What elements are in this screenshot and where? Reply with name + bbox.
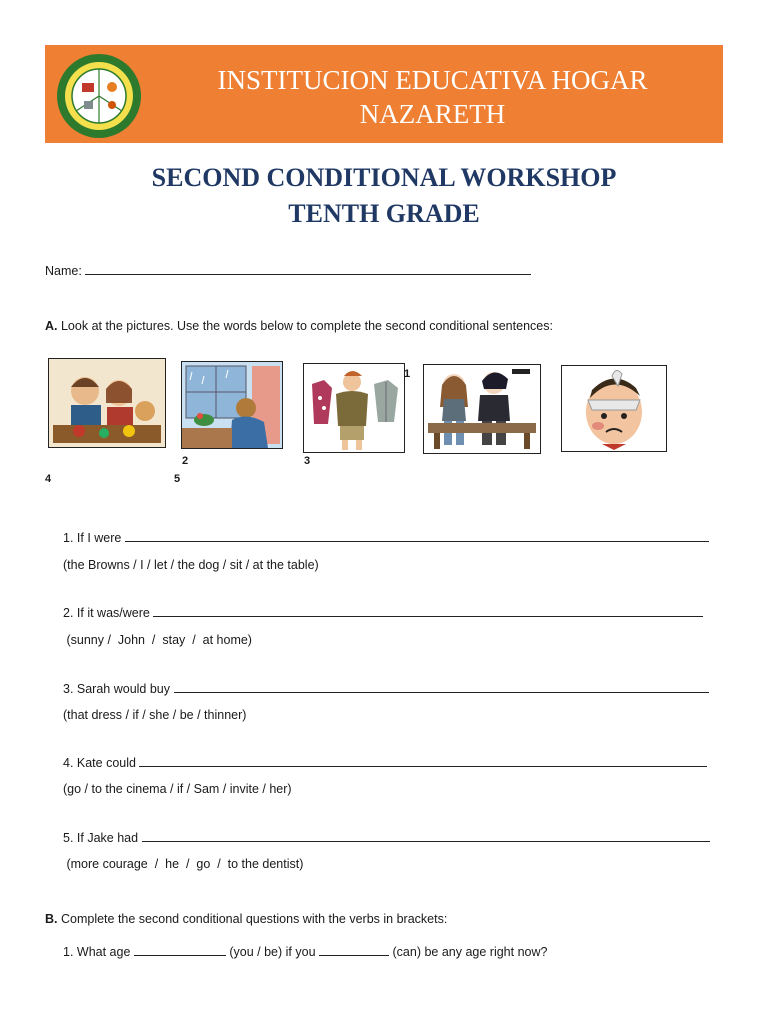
exercise-a4-answer[interactable]	[139, 755, 707, 767]
section-b-letter: B.	[45, 912, 58, 926]
picture-number-3: 3	[304, 455, 311, 467]
exercise-b1-blank1[interactable]	[134, 944, 226, 956]
name-label: Name:	[45, 264, 82, 278]
exercise-a2	[63, 605, 703, 621]
exercise-a2-answer[interactable]	[153, 605, 703, 617]
title-line2: TENTH GRADE	[288, 199, 480, 228]
exercise-a2-words: (sunny / John / stay / at home)	[63, 633, 252, 647]
school-name-line2: NAZARETH	[359, 99, 506, 129]
name-row	[45, 263, 531, 279]
exercise-a1	[63, 530, 709, 546]
exercise-b1	[63, 944, 547, 960]
exercise-a4	[63, 755, 707, 771]
exercise-a5-answer[interactable]	[142, 830, 710, 842]
exercise-a3-answer[interactable]	[174, 681, 709, 693]
picture-family-dinner	[48, 358, 166, 448]
exercise-b1-part2: (you / be) if you	[229, 945, 316, 959]
section-a-text: Look at the pictures. Use the words below to complete the second conditional sentences:	[60, 319, 553, 333]
exercise-b1-blank2[interactable]	[319, 944, 389, 956]
exercise-b1-part1: 1. What age	[63, 945, 131, 959]
exercise-a1-answer[interactable]	[125, 530, 709, 542]
school-logo	[54, 53, 144, 139]
exercise-a3-prompt: 3. Sarah would buy	[63, 682, 171, 696]
exercise-b1-part3: (can) be any age right now?	[392, 945, 548, 959]
school-name	[175, 63, 690, 131]
picture-couple-bench	[423, 364, 541, 454]
name-field[interactable]	[85, 263, 531, 275]
section-a-letter: A.	[45, 319, 58, 333]
exercise-a1-words: (the Browns / I / let / the dog / sit / at the table)	[63, 558, 319, 572]
school-name-line1: INSTITUCION EDUCATIVA HOGAR	[217, 65, 648, 95]
picture-toothache-man	[561, 365, 667, 452]
exercise-a1-prompt: 1. If I were	[63, 531, 122, 545]
exercise-a3-words: (that dress / if / she / be / thinner)	[63, 708, 247, 722]
exercise-a5-words: (more courage / he / go / to the dentist)	[63, 857, 304, 871]
exercise-a5	[63, 830, 710, 846]
section-b-text: Complete the second conditional questions with the verbs in brackets:	[60, 912, 448, 926]
page-title	[0, 160, 768, 232]
exercise-a3	[63, 681, 709, 697]
exercise-a5-prompt: 5. If Jake had	[63, 831, 139, 845]
picture-boy-window-rain	[181, 361, 283, 449]
exercise-a4-prompt: 4. Kate could	[63, 756, 136, 770]
title-line1: SECOND CONDITIONAL WORKSHOP	[151, 163, 617, 192]
picture-number-5: 5	[174, 473, 181, 485]
picture-number-2: 2	[182, 455, 189, 467]
section-a-instruction	[45, 318, 553, 334]
exercise-a2-prompt: 2. If it was/were	[63, 606, 150, 620]
picture-woman-dresses	[303, 363, 405, 453]
exercise-a4-words: (go / to the cinema / if / Sam / invite / her)	[63, 782, 292, 796]
section-b-instruction	[45, 911, 447, 927]
picture-number-1: 1	[404, 368, 411, 380]
picture-number-4: 4	[45, 473, 52, 485]
header-banner	[45, 45, 723, 143]
